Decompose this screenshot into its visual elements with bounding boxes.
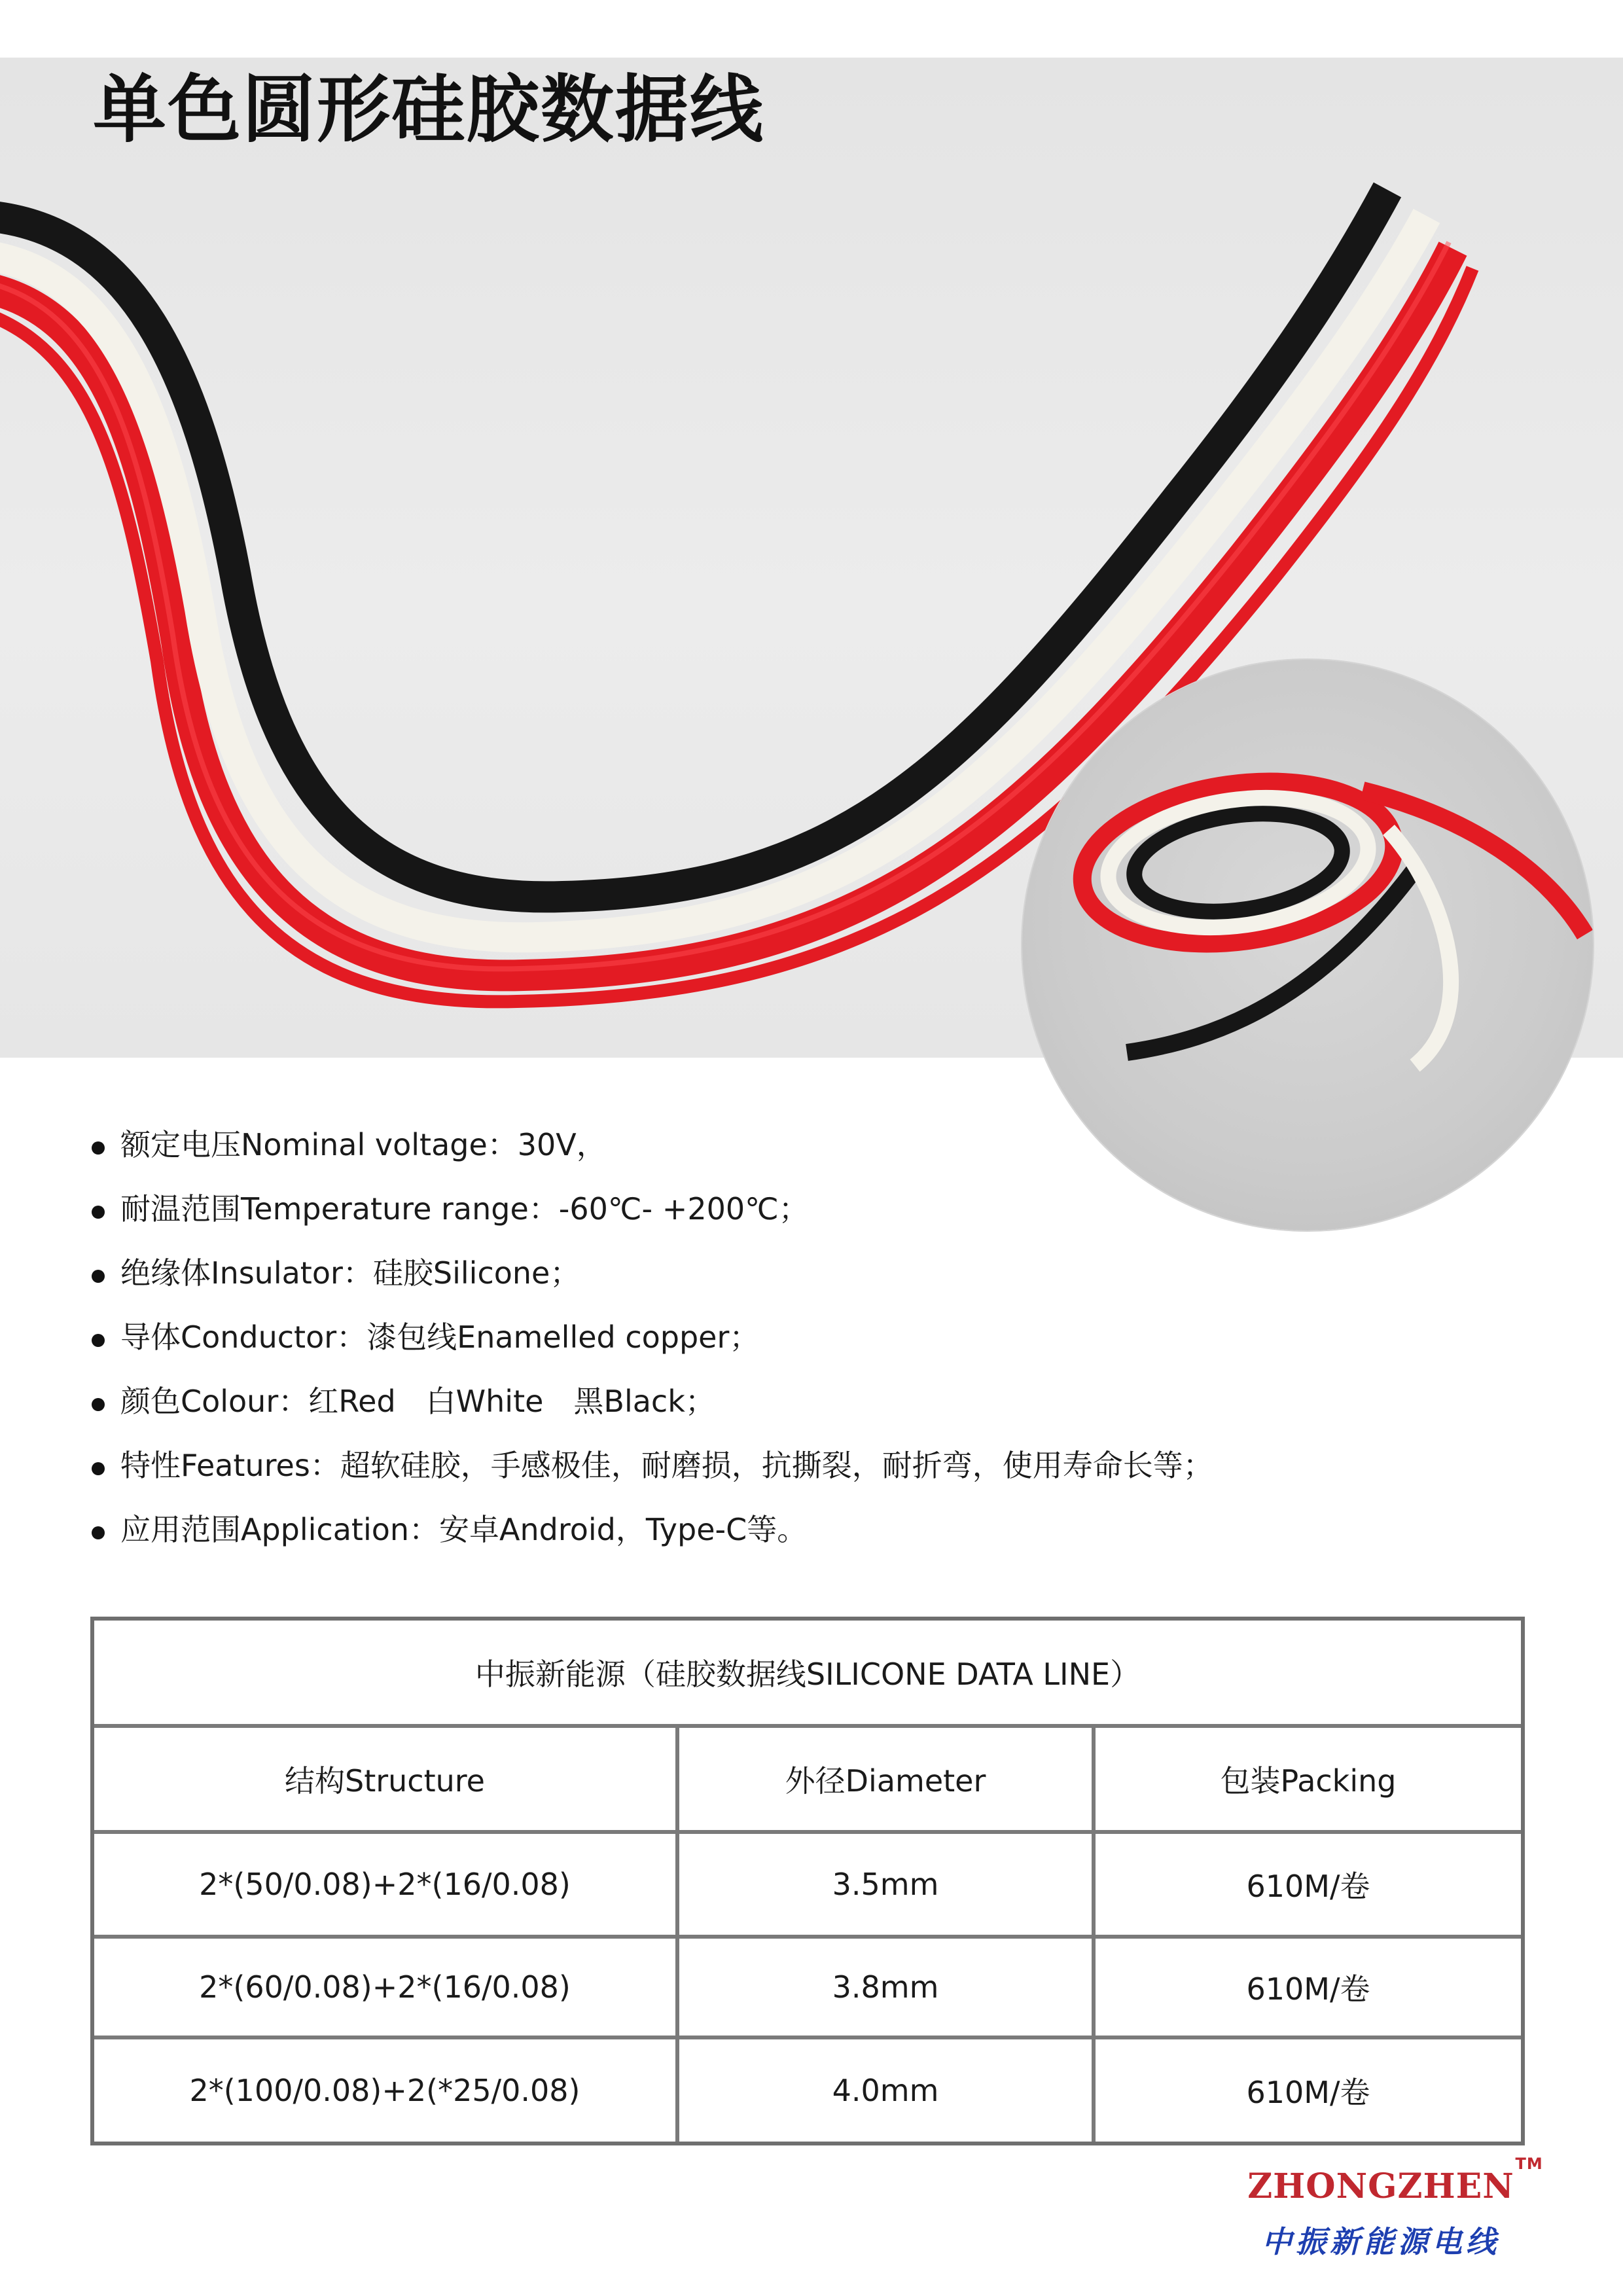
spec-item-colour: 颜色Colour：红Red 白White 黑Black； bbox=[92, 1369, 1335, 1433]
cell-packing: 610M/卷 bbox=[1246, 1869, 1370, 1904]
table-caption: 中振新能源（硅胶数据线SILICONE DATA LINE） bbox=[474, 1657, 1141, 1692]
table-header-row bbox=[94, 1728, 1521, 1834]
bullet-icon bbox=[92, 1270, 105, 1283]
brand-name-en: ZHONGZHEN TM bbox=[1247, 2155, 1543, 2206]
spec-item-temperature: 耐温范围Temperature range：-60℃- +200℃； bbox=[92, 1177, 1335, 1241]
cell-structure: 2*(60/0.08)+2*(16/0.08) bbox=[94, 1939, 679, 2036]
spec-item-conductor: 导体Conductor：漆包线Enamelled copper； bbox=[92, 1305, 1335, 1369]
page-title: 单色圆形硅胶数据线 bbox=[93, 67, 764, 152]
bullet-icon bbox=[92, 1141, 105, 1155]
cell-diameter: 3.5mm bbox=[679, 1834, 1096, 1935]
table-row bbox=[94, 1939, 1521, 2039]
spec-table bbox=[90, 1617, 1525, 2145]
trademark-mark: TM bbox=[1515, 2155, 1543, 2173]
table-caption-row bbox=[94, 1621, 1521, 1728]
bullet-icon bbox=[92, 1462, 105, 1475]
cell-packing: 610M/卷 bbox=[1246, 2075, 1370, 2110]
brand-name-cn: 中振新能源电线 bbox=[1262, 2224, 1500, 2259]
spec-list bbox=[92, 1113, 1335, 1562]
bullet-icon bbox=[92, 1334, 105, 1347]
table-row bbox=[94, 2039, 1521, 2142]
header-diameter: 外径Diameter bbox=[679, 1728, 1096, 1830]
cell-structure: 2*(50/0.08)+2*(16/0.08) bbox=[94, 1834, 679, 1935]
brand-logo bbox=[1243, 2155, 1543, 2278]
spec-item-insulator: 绝缘体Insulator：硅胶Silicone； bbox=[92, 1241, 1335, 1305]
header-packing: 包装Packing bbox=[1220, 1763, 1397, 1799]
bullet-icon bbox=[92, 1206, 105, 1219]
cell-packing: 610M/卷 bbox=[1246, 1971, 1370, 2007]
spec-item-application: 应用范围Application：安卓Android，Type-C等。 bbox=[92, 1498, 1335, 1562]
spec-item-features: 特性Features：超软硅胶，手感极佳，耐磨损，抗撕裂，耐折弯，使用寿命长等； bbox=[92, 1433, 1335, 1498]
bullet-icon bbox=[92, 1526, 105, 1539]
cell-diameter: 3.8mm bbox=[679, 1939, 1096, 2036]
bullet-icon bbox=[92, 1398, 105, 1411]
header-structure: 结构Structure bbox=[94, 1728, 679, 1830]
cell-structure: 2*(100/0.08)+2(*25/0.08) bbox=[94, 2039, 679, 2142]
spec-item-voltage: 额定电压Nominal voltage：30V， bbox=[92, 1113, 1335, 1177]
cell-diameter: 4.0mm bbox=[679, 2039, 1096, 2142]
table-row bbox=[94, 1834, 1521, 1939]
